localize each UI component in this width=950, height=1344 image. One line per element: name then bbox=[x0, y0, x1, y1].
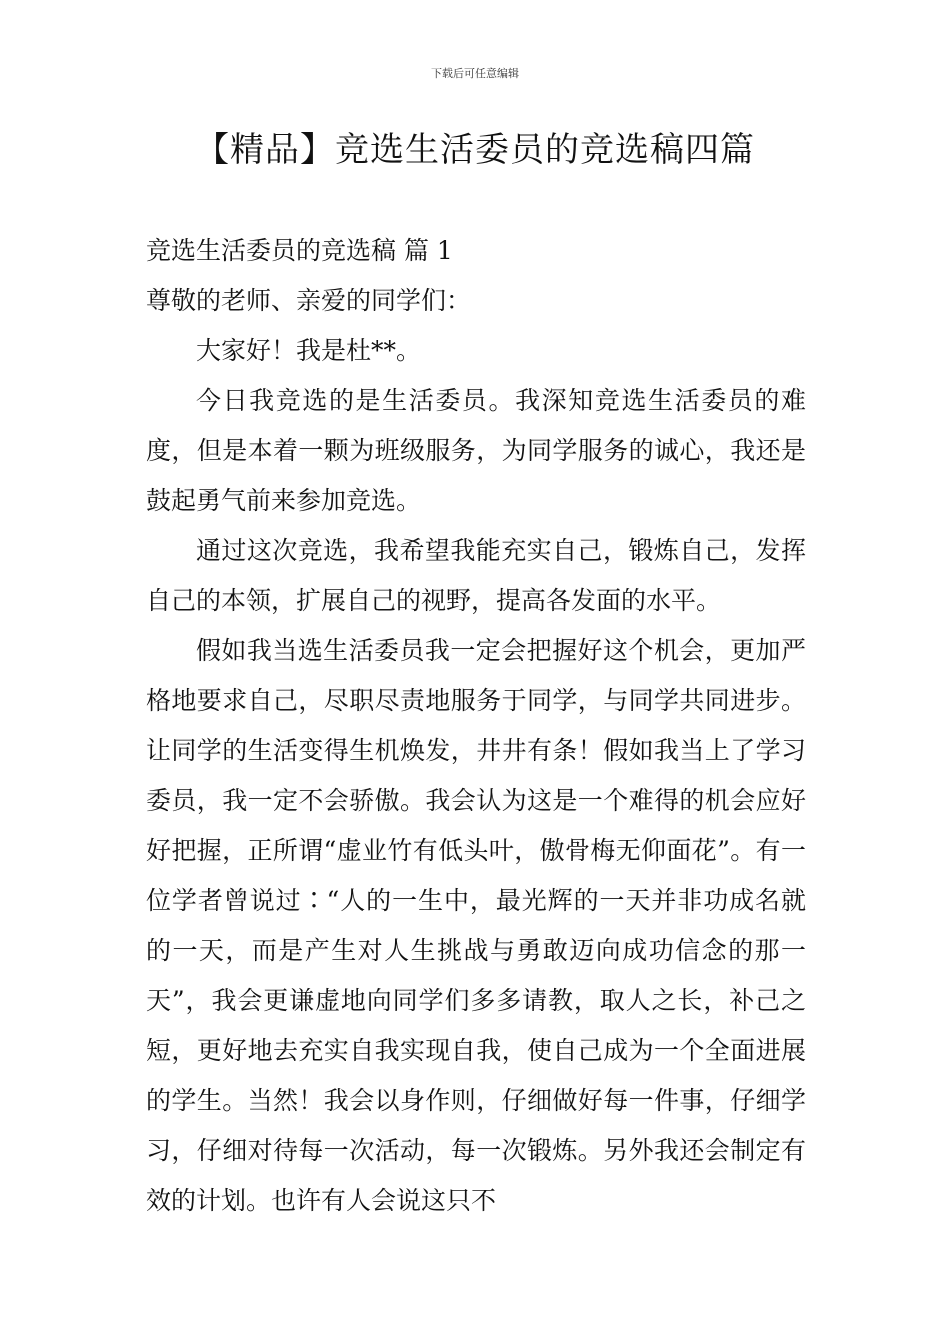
header-note: 下载后可任意编辑 bbox=[431, 67, 519, 80]
paragraph-goals: 通过这次竞选，我希望我能充实自己，锻炼自己，发挥自己的本领，扩展自己的视野，提高各发面的水平。 bbox=[146, 536, 806, 615]
document-title: 【精品】竞选生活委员的竞选稿四篇 bbox=[195, 130, 755, 170]
paragraph-greeting: 大家好！我是杜**。 bbox=[196, 336, 422, 365]
salutation: 尊敬的老师、亲爱的同学们： bbox=[146, 286, 472, 315]
paragraph-intro: 今日我竞选的是生活委员。我深知竞选生活委员的难度，但是本着一颗为班级服务，为同学服务的诚心，我还是鼓起勇气前来参加竞选。 bbox=[146, 386, 806, 515]
document-body bbox=[146, 226, 806, 1226]
paragraph-commitment: 假如我当选生活委员我一定会把握好这个机会，更加严格地要求自己，尽职尽责地服务于同学，与同学共同进步。让同学的生活变得生机焕发，井井有条！假如我当上了学习委员，我一定不会骄傲。我会认为这是一个难得的机会应好好把握，正所谓“虚业竹有低头叶，傲骨梅无仰面花”。有一位学者曾说过∶“人的一生中，最光辉的一天并非功成名就的一天，而是产生对人生挑战与勇敢迈向成功信念的那一天”，我会更谦虚地向同学们多多请教，取人之长，补己之短，更好地去充实自我实现自我，使自己成为一个全面进展的学生。当然！我会以身作则，仔细做好每一件事，仔细学习，仔细对待每一次活动，每一次锻炼。另外我还会制定有效的计划。也许有人会说这只不 bbox=[146, 636, 806, 1215]
section-heading: 竞选生活委员的竞选稿 篇 1 bbox=[146, 236, 453, 265]
